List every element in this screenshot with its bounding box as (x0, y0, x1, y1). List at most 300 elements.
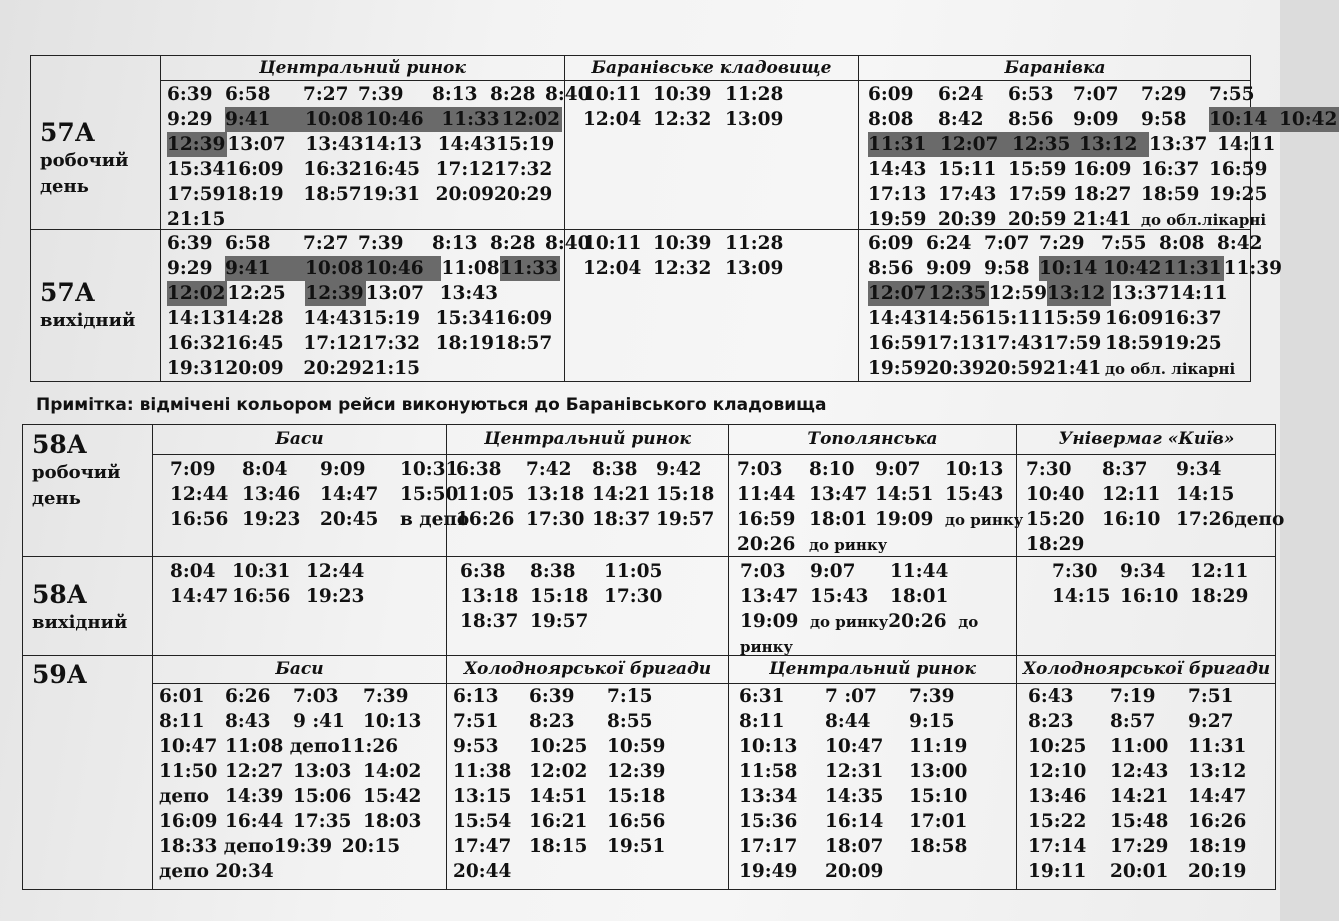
departure-time: 15:48 (1110, 811, 1169, 832)
footnote: Примітка: відмічені кольором рейси виконуються до Баранівського кладовища (36, 395, 827, 415)
departure-time: 7:39 (358, 233, 404, 254)
timetable-line (1026, 482, 1284, 507)
departure-time: 20:59 (1008, 209, 1067, 230)
departure-time: 19:23 (306, 586, 365, 607)
departure-time: 16:09 (1104, 308, 1164, 329)
departure-time: 16:56 (170, 509, 229, 530)
departure-time: 14:47 (170, 586, 229, 607)
departure-time: 10:11 (583, 233, 642, 254)
times-58a-off-central (460, 559, 662, 634)
departure-time: 11:00 (1110, 736, 1169, 757)
departure-time: 10:13 (739, 736, 798, 757)
departure-time: 13:37 (1149, 134, 1208, 155)
departure-time: 19:31 (167, 358, 226, 379)
departure-time: 15:18 (530, 586, 589, 607)
departure-time-highlighted: 13:12 (1047, 281, 1111, 306)
departure-time: 8:40 (545, 84, 591, 105)
departure-time: 6:09 (868, 84, 914, 105)
departure-time: 7:29 (1039, 233, 1085, 254)
departure-time: 16:44 (225, 811, 284, 832)
timetable-line (453, 859, 665, 884)
times-58a-work-central (456, 457, 714, 532)
departure-time: 15:20 (1026, 509, 1085, 530)
departure-time: 14:11 (1169, 283, 1228, 304)
departure-time: 8:04 (170, 561, 216, 582)
departure-time: 20:01 (1110, 861, 1169, 882)
departure-time: 19:59 (868, 209, 927, 230)
departure-time: 16:10 (1120, 586, 1179, 607)
departure-time: 16:26 (456, 509, 515, 530)
departure-time: 11:44 (890, 561, 949, 582)
timetable-line (868, 281, 1282, 306)
departure-time: 7:39 (358, 84, 404, 105)
departure-time: 8:40 (545, 233, 591, 254)
departure-time: 12:11 (1190, 561, 1249, 582)
departure-time: 11:44 (737, 484, 796, 505)
timetable-line (460, 584, 662, 609)
departure-time: 18:58 (909, 836, 968, 857)
timetable-line (740, 609, 978, 634)
timetable-line (737, 457, 1023, 482)
departure-time: 10:47 (825, 736, 884, 757)
departure-time: 9:15 (909, 711, 955, 732)
departure-time: 16:59 (1209, 159, 1268, 180)
times-57a-off-baranivka (868, 231, 1282, 381)
departure-time: 7:03 (293, 686, 339, 707)
departure-time: 19:57 (656, 509, 715, 530)
day-type: день (32, 488, 81, 509)
timetable-line (453, 784, 665, 809)
departure-time: 17:14 (1028, 836, 1087, 857)
departure-time-highlighted: 11:33 (499, 258, 558, 279)
departure-time-highlighted: 10:14 (1209, 107, 1279, 132)
departure-time: 11:31 (1188, 736, 1247, 757)
timetable-line (868, 157, 1339, 182)
departure-time: 21:15 (361, 358, 420, 379)
departure-time: 9:27 (1188, 711, 1234, 732)
departure-time: 18:01 (890, 586, 949, 607)
timetable-line (583, 107, 783, 132)
departure-time: 6:38 (460, 561, 506, 582)
timetable-line (740, 634, 978, 659)
departure-time: 8:11 (159, 711, 205, 732)
departure-time: 9:34 (1176, 459, 1222, 480)
departure-time: 12:32 (653, 258, 712, 279)
departure-time-highlighted: 12:07 (868, 283, 927, 304)
departure-time: 15:18 (656, 484, 715, 505)
departure-time: 8:37 (1102, 459, 1148, 480)
departure-time: 16:09 (225, 159, 284, 180)
departure-time-highlighted: 12:07 (940, 132, 1012, 157)
departure-time: 13:07 (365, 283, 424, 304)
departure-time-highlighted: 12:39 (167, 134, 226, 155)
timetable-line (1026, 507, 1284, 532)
departure-time: 18:59 (1104, 333, 1164, 354)
departure-time: 14:43 (437, 134, 496, 155)
timetable-line (167, 306, 590, 331)
day-type: робочий (40, 150, 129, 171)
timetable-line (868, 207, 1339, 232)
divider (22, 655, 1276, 656)
timetable-line (167, 157, 590, 182)
timetable-line (737, 507, 1023, 532)
departure-time: 8:23 (529, 711, 575, 732)
departure-time: 7:03 (737, 459, 783, 480)
timetable-line (739, 734, 967, 759)
departure-time: 17:01 (909, 811, 968, 832)
departure-time: 13:43 (439, 283, 498, 304)
timetable-line (739, 809, 967, 834)
departure-time: 8:56 (1008, 109, 1054, 130)
departure-time: 13:18 (526, 484, 585, 505)
timetable-line (453, 809, 665, 834)
departure-time: 8:43 (225, 711, 271, 732)
departure-time: 17:26депо (1176, 509, 1285, 530)
departure-time: 18:15 (529, 836, 588, 857)
departure-time-highlighted: 12:35 (928, 283, 987, 304)
departure-time: 16:59 (868, 333, 927, 354)
stop-header: Універмаг «Київ» (1058, 429, 1235, 449)
departure-time: 17:29 (1110, 836, 1169, 857)
departure-time: 17:30 (526, 509, 585, 530)
departure-time: 6:53 (1008, 84, 1054, 105)
departure-time: 7:55 (1209, 84, 1255, 105)
timetable-line (868, 132, 1339, 157)
departure-time: 8:42 (1217, 233, 1263, 254)
departure-time-highlighted: 11:33 (441, 109, 500, 130)
timetable-line (159, 709, 421, 734)
timetable-line (456, 457, 714, 482)
departure-time: 11:39 (1223, 258, 1282, 279)
departure-time: 14:15 (1052, 586, 1111, 607)
departure-time: до ринку (945, 511, 1024, 529)
departure-time: 10:47 (159, 736, 218, 757)
departure-time: 19:25 (1209, 184, 1268, 205)
stop-header: Тополянська (807, 429, 938, 449)
timetable-line (159, 734, 421, 759)
departure-time: 8:42 (938, 109, 984, 130)
departure-time: 14:11 (1217, 134, 1276, 155)
departure-time: 20:19 (1188, 861, 1247, 882)
departure-time: 8:13 (432, 84, 478, 105)
departure-time: 20:29 (493, 184, 553, 205)
departure-time-highlighted: 10:46 (365, 107, 441, 132)
timetable-line (1052, 584, 1248, 609)
departure-time: 20:59 (984, 358, 1043, 379)
timetable-line (159, 859, 421, 884)
departure-time: 13:07 (227, 134, 286, 155)
divider (160, 80, 1251, 81)
departure-time: 19:59 (868, 358, 927, 379)
departure-time: 6:39 (167, 233, 213, 254)
departure-time: 14:21 (592, 484, 651, 505)
departure-time: 7 :07 (825, 686, 877, 707)
departure-time: 7:27 (303, 84, 349, 105)
departure-time: 7:29 (1141, 84, 1187, 105)
timetable-line (739, 759, 967, 784)
departure-time: 10:25 (1028, 736, 1087, 757)
departure-time: 6:24 (938, 84, 984, 105)
departure-time: 9:53 (453, 736, 499, 757)
departure-time: 8:04 (242, 459, 288, 480)
timetable-line (868, 306, 1282, 331)
times-58a-off-univermah (1052, 559, 1248, 609)
departure-time: 10:59 (607, 736, 666, 757)
departure-time: 8:11 (739, 711, 785, 732)
departure-time: 7:39 (363, 686, 409, 707)
departure-time: 7:03 (740, 561, 786, 582)
departure-time: 7:15 (607, 686, 653, 707)
departure-time: 8:10 (809, 459, 855, 480)
departure-time: 7:19 (1110, 686, 1156, 707)
departure-time: 12:02 (529, 761, 588, 782)
departure-time: 13:47 (740, 586, 799, 607)
departure-time-highlighted: 10:08 (305, 258, 364, 279)
departure-time: 18:57 (303, 184, 362, 205)
departure-time: 16:09 (1073, 159, 1132, 180)
departure-time: 15:18 (607, 786, 666, 807)
departure-time: 7:30 (1026, 459, 1072, 480)
timetable-line (737, 532, 1023, 557)
timetable-line (167, 281, 590, 306)
departure-time: 16:37 (1163, 308, 1222, 329)
departure-time: 19:11 (1028, 861, 1087, 882)
departure-time: 15:22 (1028, 811, 1087, 832)
timetable-line (170, 507, 469, 532)
departure-time: 17:32 (361, 333, 420, 354)
route-label-57a-work (40, 118, 128, 200)
departure-time: 13:37 (1110, 283, 1170, 304)
times-57a-off-cemetery (583, 231, 783, 281)
departure-time: 17:59 (1042, 333, 1102, 354)
timetable-line (167, 256, 590, 281)
timetable-line (583, 231, 783, 256)
departure-time: 14:35 (825, 786, 884, 807)
times-57a-work-central (167, 82, 590, 232)
departure-time: 6:39 (167, 84, 213, 105)
timetable-line (1028, 709, 1246, 734)
departure-time-highlighted: 12:02 (501, 109, 560, 130)
departure-time: 11:26 (339, 736, 399, 757)
timetable-line (159, 684, 421, 709)
timetable-line (1028, 809, 1246, 834)
route-number: 58А (32, 430, 88, 459)
departure-time: 12:31 (825, 761, 884, 782)
departure-time: 9:58 (1141, 109, 1187, 130)
departure-time: 16:10 (1102, 509, 1161, 530)
departure-time: 20:09 (225, 358, 284, 379)
departure-time: 16:14 (825, 811, 884, 832)
departure-time: 17:59 (1008, 184, 1067, 205)
departure-time: 9:58 (984, 258, 1030, 279)
departure-time: 15:34 (435, 308, 494, 329)
departure-time: 21:41 (1073, 209, 1132, 230)
timetable-line (739, 684, 967, 709)
departure-time: 9:42 (656, 459, 702, 480)
divider (160, 55, 161, 382)
departure-time: 13:09 (725, 258, 784, 279)
departure-time: 12:44 (306, 561, 365, 582)
departure-time: 21:15 (167, 209, 226, 230)
departure-time: 13:12 (1188, 761, 1247, 782)
timetable-line (868, 256, 1282, 281)
route-number: 57А (40, 278, 96, 307)
departure-time: 20:29 (303, 358, 362, 379)
departure-time: 15:59 (1008, 159, 1067, 180)
timetable-line (460, 609, 662, 634)
departure-time: до ринку (810, 613, 889, 631)
timetable-line (167, 132, 590, 157)
departure-time-highlighted: 11:31 (1163, 258, 1222, 279)
departure-time-highlighted: 9:41 (225, 256, 305, 281)
timetable-line (1028, 759, 1246, 784)
departure-time: 8:28 (490, 84, 536, 105)
timetable-line (170, 457, 469, 482)
departure-time: до (958, 613, 979, 631)
departure-time: 17:13 (926, 333, 985, 354)
departure-time: 14:51 (875, 484, 934, 505)
route-number: 57А (40, 118, 96, 147)
departure-time: до обл.лікарні (1141, 211, 1267, 229)
departure-time-highlighted: 9:41 (225, 107, 305, 132)
departure-time: 9:34 (1120, 561, 1166, 582)
departure-time: 7:51 (453, 711, 499, 732)
departure-time: 20:26 (737, 534, 796, 555)
departure-time: 8:38 (530, 561, 576, 582)
departure-time: 8:28 (490, 233, 536, 254)
departure-time: 12:04 (583, 258, 642, 279)
departure-time: 10:11 (583, 84, 642, 105)
departure-time: 8:23 (1028, 711, 1074, 732)
departure-time: 13:46 (1028, 786, 1087, 807)
departure-time: 14:02 (363, 761, 422, 782)
departure-time: 13:03 (293, 761, 352, 782)
departure-time: 8:57 (1110, 711, 1156, 732)
departure-time: 11:50 (159, 761, 218, 782)
timetable-line (1028, 734, 1246, 759)
stop-header: Центральний ринок (259, 58, 466, 78)
times-57a-work-baranivka (868, 82, 1339, 232)
divider (858, 55, 859, 382)
departure-time: 6:09 (868, 233, 914, 254)
departure-time: 19:57 (530, 611, 589, 632)
stop-header: Центральний ринок (484, 429, 691, 449)
departure-time: в депо (400, 509, 470, 530)
departure-time: 17:59 (167, 184, 226, 205)
departure-time: 16:59 (737, 509, 796, 530)
departure-time: 14:51 (529, 786, 588, 807)
departure-time: 6:01 (159, 686, 205, 707)
departure-time: 6:39 (529, 686, 575, 707)
departure-time: 15:43 (810, 586, 869, 607)
departure-time: 9:29 (167, 109, 213, 130)
departure-time: 19:51 (607, 836, 666, 857)
departure-time: 18:19 (1188, 836, 1247, 857)
timetable-line (739, 709, 967, 734)
departure-time: 10:13 (363, 711, 422, 732)
departure-time: 10:39 (653, 233, 712, 254)
route-label-58a-off (32, 580, 127, 636)
route-label-59a (32, 660, 87, 690)
departure-time-highlighted: 13:12 (1079, 132, 1149, 157)
departure-time: 16:09 (493, 308, 553, 329)
departure-time: 10:31 (400, 459, 459, 480)
timetable-line (868, 107, 1339, 132)
departure-time: 15:36 (739, 811, 798, 832)
departure-time: 18:19 (225, 184, 284, 205)
timetable-line (739, 834, 967, 859)
times-59a-basy (159, 684, 421, 884)
timetable-line (170, 482, 469, 507)
timetable-line (868, 331, 1282, 356)
stop-header: Баси (275, 429, 324, 449)
timetable-line (739, 859, 967, 884)
departure-time: 6:26 (225, 686, 271, 707)
departure-time: 18:29 (1190, 586, 1249, 607)
departure-time: 12:39 (607, 761, 666, 782)
departure-time: 15:42 (363, 786, 422, 807)
departure-time: 10:39 (653, 84, 712, 105)
departure-time: 6:24 (926, 233, 972, 254)
timetable-line (740, 584, 978, 609)
departure-time: 15:34 (167, 159, 226, 180)
departure-time: 14:13 (363, 134, 422, 155)
departure-time: 15:11 (938, 159, 997, 180)
departure-time: 10:13 (945, 459, 1004, 480)
divider (152, 424, 153, 890)
departure-time: 7:07 (1073, 84, 1119, 105)
stop-header: Холодноярської бригади (463, 659, 712, 679)
departure-time: 21:41 (1042, 358, 1102, 379)
departure-time: 11:58 (739, 761, 798, 782)
departure-time: 6:58 (225, 84, 271, 105)
timetable-line (167, 207, 590, 232)
departure-time: 12:32 (653, 109, 712, 130)
departure-time: 17:43 (938, 184, 997, 205)
divider (152, 454, 1276, 455)
departure-time: 10:31 (232, 561, 291, 582)
departure-time: 13:47 (809, 484, 868, 505)
timetable-line (453, 734, 665, 759)
timetable-line (740, 559, 978, 584)
departure-time: 13:46 (242, 484, 301, 505)
departure-time: 18:37 (592, 509, 651, 530)
departure-time: 16:45 (361, 159, 420, 180)
departure-time: 7:51 (1188, 686, 1234, 707)
departure-time: 17:12 (435, 159, 494, 180)
departure-time: 9:29 (167, 258, 213, 279)
departure-time: 14:56 (926, 308, 985, 329)
timetable-line (1026, 457, 1284, 482)
departure-time: 12:25 (227, 283, 286, 304)
departure-time: 16:56 (607, 811, 666, 832)
timetable-line (1028, 834, 1246, 859)
timetable-line (167, 356, 590, 381)
departure-time: 20:09 (435, 184, 494, 205)
timetable-line (159, 834, 421, 859)
departure-time: 8:08 (1159, 233, 1205, 254)
timetable-line (170, 559, 364, 584)
timetable-line (167, 82, 590, 107)
departure-time: 12:27 (225, 761, 284, 782)
times-59a-central (739, 684, 967, 884)
timetable-line (167, 182, 590, 207)
timetable-line (170, 584, 364, 609)
departure-time: 20:26 (888, 611, 947, 632)
departure-time: 17:17 (739, 836, 798, 857)
day-type: вихідний (40, 310, 136, 331)
departure-time: 17:35 (293, 811, 352, 832)
